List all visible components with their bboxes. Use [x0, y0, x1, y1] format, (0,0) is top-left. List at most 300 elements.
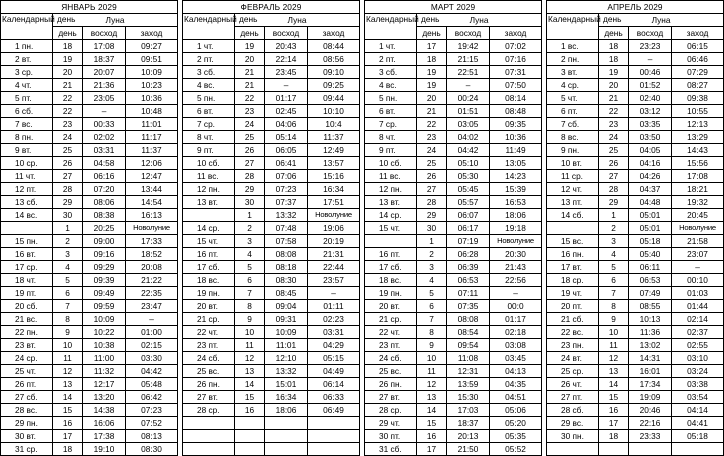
moon-day-cell: 2 [53, 235, 83, 248]
moonrise-cell: 05:40 [629, 248, 672, 261]
moonset-cell: 21:43 [490, 261, 542, 274]
moonrise-cell: 13:02 [629, 339, 672, 352]
moon-day-cell: 10 [417, 352, 447, 365]
moonrise-cell: 05:57 [447, 196, 490, 209]
moonset-cell: 03:45 [490, 352, 542, 365]
calendar-day-cell: 26 пт. [1, 378, 53, 391]
table-row [365, 53, 542, 66]
moonset-cell: 14:43 [672, 144, 724, 157]
table-row [183, 196, 360, 209]
moonrise-cell: 23:33 [629, 430, 672, 443]
month-table [182, 0, 360, 456]
moonrise-cell [265, 417, 308, 430]
table-row [547, 131, 724, 144]
moon-day-cell: 6 [235, 274, 265, 287]
calendar-day-cell: 26 пн. [183, 378, 235, 391]
moon-day-cell: 5 [417, 287, 447, 300]
moonset-cell: 03:31 [308, 326, 360, 339]
moonset-cell: 06:42 [126, 391, 178, 404]
moon-day-cell: 18 [53, 443, 83, 456]
moon-day-cell: 25 [235, 131, 265, 144]
moonset-cell: 08:30 [126, 443, 178, 456]
moonrise-cell: 04:26 [629, 170, 672, 183]
table-row [1, 53, 178, 66]
moonset-header: заход [490, 27, 542, 40]
moon-day-cell: 12 [417, 378, 447, 391]
table-row [1, 222, 178, 235]
moonrise-cell: 18:37 [447, 417, 490, 430]
moonrise-cell: 08:18 [265, 261, 308, 274]
moon-day-cell [235, 443, 265, 456]
calendar-day-cell: 28 ср. [365, 404, 417, 417]
calendar-day-cell [365, 235, 417, 248]
calendar-day-cell: 6 вт. [365, 105, 417, 118]
calendar-day-cell: 1 пн. [1, 40, 53, 53]
calendar-day-cell: 14 сб. [547, 209, 599, 222]
moonset-cell: Новолуние [490, 235, 542, 248]
moonrise-cell: 09:39 [83, 274, 126, 287]
moonset-cell: 17:51 [308, 196, 360, 209]
table-row [365, 300, 542, 313]
moonset-cell: 06:33 [308, 391, 360, 404]
moon-day-cell: 7 [235, 287, 265, 300]
moonrise-cell: 22:16 [629, 417, 672, 430]
table-row [1, 261, 178, 274]
calendar-day-cell: 21 ср. [365, 313, 417, 326]
moon-day-cell: 30 [417, 222, 447, 235]
moonrise-cell: 09:29 [83, 261, 126, 274]
header-row [1, 14, 178, 27]
moonrise-cell: 05:10 [447, 157, 490, 170]
moonset-cell: 08:44 [308, 40, 360, 53]
table-row [547, 92, 724, 105]
moon-day-cell: 22 [417, 118, 447, 131]
calendar-day-cell: 3 вт. [547, 66, 599, 79]
moon-day-cell: 11 [235, 339, 265, 352]
table-row [547, 157, 724, 170]
moonrise-cell: 02:45 [265, 105, 308, 118]
moonset-cell: 15:56 [672, 157, 724, 170]
calendar-day-cell: 11 чт. [1, 170, 53, 183]
moon-day-cell: 19 [417, 66, 447, 79]
calendar-day-cell: 20 вт. [365, 300, 417, 313]
moon-day-cell: 15 [417, 417, 447, 430]
moon-day-cell: 18 [53, 40, 83, 53]
moonrise-cell: 23:05 [83, 92, 126, 105]
moonset-cell: 10:4 [308, 118, 360, 131]
moon-day-cell: 5 [235, 261, 265, 274]
moonrise-cell: 23:23 [629, 40, 672, 53]
moonrise-cell: 08:08 [265, 248, 308, 261]
table-row [183, 53, 360, 66]
moonrise-cell: 05:14 [265, 131, 308, 144]
calendar-day-header: Календарный день [365, 14, 417, 40]
moon-day-cell: 12 [53, 365, 83, 378]
calendar-day-cell: 29 чт. [365, 417, 417, 430]
moonset-cell: 06:14 [308, 378, 360, 391]
moonset-cell: 10:36 [126, 92, 178, 105]
calendar-day-cell: 10 ср. [1, 157, 53, 170]
calendar-day-cell: 20 пт. [547, 300, 599, 313]
calendar-day-cell: 11 ср. [547, 170, 599, 183]
moon-day-cell: 12 [235, 352, 265, 365]
moonset-cell: 05:18 [672, 430, 724, 443]
moonrise-cell: 09:49 [83, 287, 126, 300]
calendar-day-cell: 3 сб. [365, 66, 417, 79]
moon-day-cell: 14 [417, 404, 447, 417]
moonset-cell: 05:48 [126, 378, 178, 391]
moonset-cell: 11:37 [308, 131, 360, 144]
moonset-cell: 08:27 [672, 79, 724, 92]
calendar-day-cell: 28 сб. [547, 404, 599, 417]
month-table [0, 0, 178, 456]
calendar-day-cell: 5 чт. [547, 92, 599, 105]
moonrise-cell: 10:22 [83, 326, 126, 339]
month-title: ФЕВРАЛЬ 2029 [183, 1, 360, 14]
moon-day-cell: 14 [599, 378, 629, 391]
calendar-day-cell: 23 пт. [183, 339, 235, 352]
moonset-cell: 10:48 [126, 105, 178, 118]
moonset-cell: 00:10 [672, 274, 724, 287]
calendar-day-cell: 25 вс. [365, 365, 417, 378]
moonrise-cell: – [629, 53, 672, 66]
table-row [183, 404, 360, 417]
moonset-cell: 02:15 [126, 339, 178, 352]
calendar-day-cell: 21 сб. [547, 313, 599, 326]
moonrise-cell: 06:28 [447, 248, 490, 261]
moonrise-header: восход [83, 27, 126, 40]
moon-day-cell: 19 [599, 66, 629, 79]
moonrise-cell: – [265, 79, 308, 92]
table-row [1, 326, 178, 339]
table-row [547, 378, 724, 391]
moonset-cell: 06:15 [672, 40, 724, 53]
calendar-day-cell: 4 вс. [365, 79, 417, 92]
calendar-day-cell [183, 417, 235, 430]
moonset-cell: 09:38 [672, 92, 724, 105]
calendar-day-cell: 6 сб. [1, 105, 53, 118]
calendar-day-cell: 8 вс. [547, 131, 599, 144]
moonrise-cell: 07:11 [447, 287, 490, 300]
moon-day-cell: 27 [53, 170, 83, 183]
table-row [183, 391, 360, 404]
table-row [547, 118, 724, 131]
table-row [183, 40, 360, 53]
moonset-cell: 05:20 [490, 417, 542, 430]
moon-day-cell: 25 [599, 144, 629, 157]
moonset-cell: 07:02 [490, 40, 542, 53]
moonrise-cell: 20:46 [629, 404, 672, 417]
calendar-day-header: Календарный день [183, 14, 235, 40]
calendar-day-cell: 18 ср. [547, 274, 599, 287]
table-row [547, 404, 724, 417]
month-title: ЯНВАРЬ 2029 [1, 1, 178, 14]
moon-day-cell: 17 [417, 40, 447, 53]
moon-day-cell: 1 [599, 209, 629, 222]
moonrise-header: восход [629, 27, 672, 40]
table-row [183, 326, 360, 339]
calendar-day-cell: 19 пт. [1, 287, 53, 300]
moonrise-cell: 03:35 [629, 118, 672, 131]
moonrise-cell: 11:00 [83, 352, 126, 365]
table-row [1, 144, 178, 157]
moon-day-header: день [235, 27, 265, 40]
table-row [1, 417, 178, 430]
table-row [183, 378, 360, 391]
moonset-cell: 07:29 [672, 66, 724, 79]
table-row [365, 404, 542, 417]
moonset-cell: 09:51 [126, 53, 178, 66]
table-row [547, 235, 724, 248]
moon-day-cell: 28 [53, 183, 83, 196]
calendar-day-cell: 18 чт. [1, 274, 53, 287]
moon-day-cell: 22 [235, 92, 265, 105]
moonrise-cell: 04:02 [447, 131, 490, 144]
calendar-day-cell: 11 вс. [365, 170, 417, 183]
moon-day-cell: 2 [235, 222, 265, 235]
table-row [1, 391, 178, 404]
calendar-day-cell: 11 вс. [183, 170, 235, 183]
moonset-cell: 06:49 [308, 404, 360, 417]
moonset-cell: 07:23 [126, 404, 178, 417]
table-row [1, 131, 178, 144]
moonset-cell: 03:08 [490, 339, 542, 352]
moonrise-cell: 07:48 [265, 222, 308, 235]
moonrise-cell: 22:14 [265, 53, 308, 66]
moonset-cell: 04:13 [490, 365, 542, 378]
moon-day-cell: 15 [53, 404, 83, 417]
moon-day-cell: 3 [235, 235, 265, 248]
table-row [365, 261, 542, 274]
table-row [547, 326, 724, 339]
table-row [365, 131, 542, 144]
calendar-day-cell: 27 сб. [1, 391, 53, 404]
calendar-day-cell: 6 вт. [183, 105, 235, 118]
table-row [365, 352, 542, 365]
moon-day-cell: 1 [417, 235, 447, 248]
table-row [365, 378, 542, 391]
table-row [1, 183, 178, 196]
calendar-day-cell: 16 пн. [547, 248, 599, 261]
table-row [365, 92, 542, 105]
moonset-cell: 06:46 [672, 53, 724, 66]
moonset-cell: 07:31 [490, 66, 542, 79]
table-row [1, 118, 178, 131]
moonrise-cell: 01:17 [265, 92, 308, 105]
moonrise-cell: 10:13 [629, 313, 672, 326]
calendar-day-cell: 28 вс. [1, 404, 53, 417]
table-row [183, 300, 360, 313]
moon-day-cell: 23 [599, 118, 629, 131]
calendar-day-cell: 7 сб. [547, 118, 599, 131]
moon-day-cell: 13 [417, 391, 447, 404]
table-row [183, 248, 360, 261]
moonset-cell: 09:27 [126, 40, 178, 53]
moon-day-cell: 9 [53, 326, 83, 339]
month-title-row [365, 1, 542, 14]
moonrise-cell: 21:36 [83, 79, 126, 92]
moonrise-cell: – [447, 79, 490, 92]
moonrise-cell: 12:10 [265, 352, 308, 365]
moonset-cell: 01:11 [308, 300, 360, 313]
moonset-header: заход [308, 27, 360, 40]
calendar-day-cell: 9 пт. [365, 144, 417, 157]
table-row [1, 40, 178, 53]
moonset-cell [308, 430, 360, 443]
moon-day-cell: 12 [599, 352, 629, 365]
moon-day-cell: 19 [235, 40, 265, 53]
calendar-day-cell: 2 пн. [547, 53, 599, 66]
moonrise-cell: 06:11 [629, 261, 672, 274]
moonrise-cell: 05:01 [629, 222, 672, 235]
table-row [183, 131, 360, 144]
table-row [547, 53, 724, 66]
calendar-day-cell: 31 сб. [365, 443, 417, 456]
moon-day-cell: 11 [53, 352, 83, 365]
moonset-cell: 12:47 [126, 170, 178, 183]
moon-day-cell: 24 [599, 131, 629, 144]
moon-day-cell: 18 [599, 430, 629, 443]
calendar-day-cell: 4 вс. [183, 79, 235, 92]
moonrise-cell: 16:06 [83, 417, 126, 430]
calendar-day-cell: 19 пн. [183, 287, 235, 300]
moonrise-cell: 09:16 [83, 248, 126, 261]
moon-day-cell: 11 [417, 365, 447, 378]
calendar-day-cell: 10 сб. [365, 157, 417, 170]
table-row [183, 209, 360, 222]
moon-header: Луна [417, 14, 542, 27]
moonset-cell: 16:13 [126, 209, 178, 222]
moon-day-cell: 7 [417, 313, 447, 326]
calendar-day-cell: 1 чт. [365, 40, 417, 53]
moonrise-cell: 06:39 [447, 261, 490, 274]
moonrise-cell: 15:01 [265, 378, 308, 391]
table-row [1, 274, 178, 287]
moonrise-cell: 11:01 [265, 339, 308, 352]
calendar-day-cell: 5 пт. [1, 92, 53, 105]
calendar-day-cell: 4 ср. [547, 79, 599, 92]
table-row [547, 274, 724, 287]
moon-day-cell: 8 [417, 326, 447, 339]
moon-header: Луна [53, 14, 178, 27]
table-row [1, 157, 178, 170]
table-row [1, 443, 178, 456]
table-row [183, 339, 360, 352]
month-title-row [183, 1, 360, 14]
calendar-day-cell [183, 443, 235, 456]
moon-day-cell: 20 [417, 92, 447, 105]
calendar-day-cell: 21 вс. [1, 313, 53, 326]
moon-header: Луна [599, 14, 724, 27]
calendar-day-cell: 7 вс. [1, 118, 53, 131]
table-row [183, 430, 360, 443]
moonrise-cell [629, 443, 672, 456]
calendar-day-cell: 10 вт. [547, 157, 599, 170]
calendar-day-cell: 30 пт. [365, 430, 417, 443]
moonset-cell: 17:08 [672, 170, 724, 183]
moonrise-cell [265, 430, 308, 443]
calendar-day-cell: 23 пн. [547, 339, 599, 352]
moonrise-cell: 01:52 [629, 79, 672, 92]
moonrise-cell: 18:06 [265, 404, 308, 417]
moon-day-cell: 15 [235, 391, 265, 404]
moon-day-cell: 29 [417, 209, 447, 222]
table-row [547, 222, 724, 235]
moonrise-cell: 02:02 [83, 131, 126, 144]
moonset-cell: 07:52 [126, 417, 178, 430]
moon-day-cell: 26 [235, 144, 265, 157]
moonset-cell: 01:17 [490, 313, 542, 326]
calendar-day-cell: 8 пн. [1, 131, 53, 144]
table-row [547, 66, 724, 79]
moon-day-cell: 3 [53, 248, 83, 261]
table-row [1, 235, 178, 248]
calendar-day-cell: 19 пн. [365, 287, 417, 300]
moonset-cell: 03:38 [672, 378, 724, 391]
moonrise-cell: – [83, 105, 126, 118]
table-row [547, 144, 724, 157]
moonrise-cell: 20:25 [83, 222, 126, 235]
moonset-cell: 19:18 [490, 222, 542, 235]
moonset-cell: 05:52 [490, 443, 542, 456]
calendar-day-cell: 20 сб. [1, 300, 53, 313]
calendar-day-cell: 29 пн. [1, 417, 53, 430]
table-row [183, 235, 360, 248]
moonrise-cell: 02:40 [629, 92, 672, 105]
moon-day-cell: 29 [599, 196, 629, 209]
month-table [546, 0, 724, 456]
moonset-cell: 10:09 [126, 66, 178, 79]
calendar-day-cell: 9 пн. [547, 144, 599, 157]
moonset-cell [308, 417, 360, 430]
table-row [365, 313, 542, 326]
moon-day-cell: 18 [417, 53, 447, 66]
moonset-cell: 20:19 [308, 235, 360, 248]
moonrise-cell: 17:38 [83, 430, 126, 443]
table-row [1, 339, 178, 352]
moonset-cell: 02:55 [672, 339, 724, 352]
moon-day-header: день [599, 27, 629, 40]
moon-day-cell: 6 [53, 287, 83, 300]
moonrise-cell: 19:42 [447, 40, 490, 53]
moonrise-cell: 10:38 [83, 339, 126, 352]
moonset-cell: 03:54 [672, 391, 724, 404]
moonset-cell: 21:22 [126, 274, 178, 287]
moonset-cell: 16:34 [308, 183, 360, 196]
table-row [365, 105, 542, 118]
calendar-day-cell: 15 пн. [1, 235, 53, 248]
table-row [1, 79, 178, 92]
moonrise-cell: 08:30 [265, 274, 308, 287]
moonrise-cell: 07:19 [447, 235, 490, 248]
table-row [365, 365, 542, 378]
calendar-day-cell: 14 ср. [183, 222, 235, 235]
table-row [1, 300, 178, 313]
table-row [547, 196, 724, 209]
moonset-cell: 09:44 [308, 92, 360, 105]
calendar-day-cell: 25 вс. [183, 365, 235, 378]
table-row [1, 209, 178, 222]
moonset-cell: 04:41 [672, 417, 724, 430]
calendar-day-cell: 10 сб. [183, 157, 235, 170]
moon-day-cell: 27 [599, 170, 629, 183]
moonset-cell: 04:49 [308, 365, 360, 378]
moonset-cell: – [126, 313, 178, 326]
moonset-cell: 02:23 [308, 313, 360, 326]
moon-day-cell: 9 [599, 313, 629, 326]
moonset-cell: 01:00 [126, 326, 178, 339]
moonrise-cell: 17:34 [629, 378, 672, 391]
